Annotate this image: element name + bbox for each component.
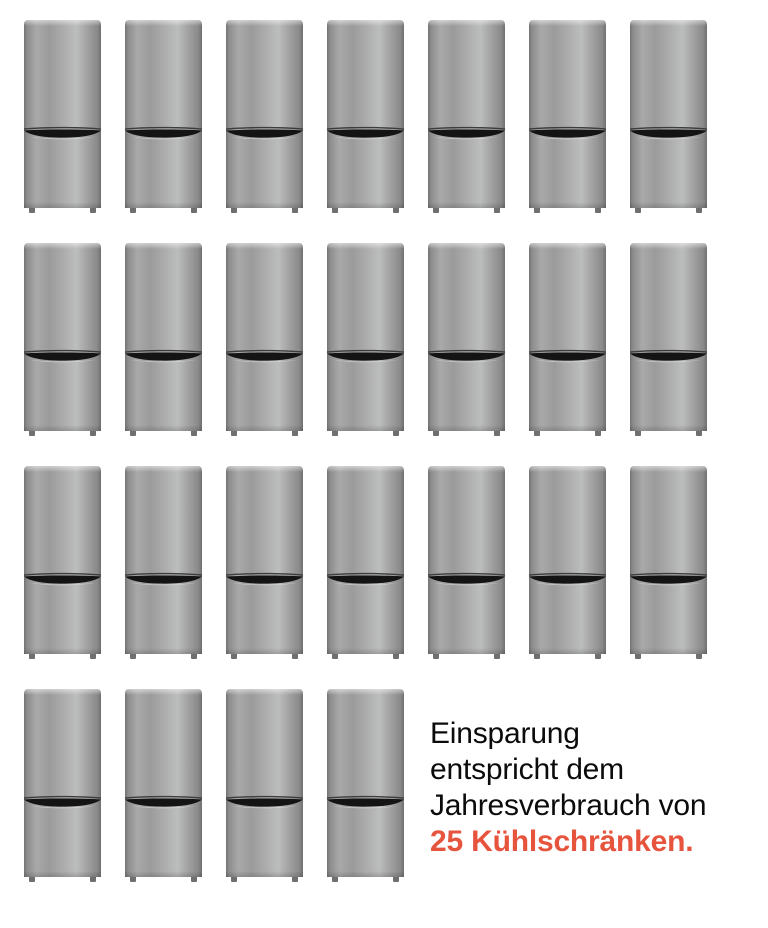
refrigerator-icon xyxy=(226,241,303,438)
refrigerator-icon xyxy=(630,241,707,438)
refrigerator-icon xyxy=(226,18,303,215)
fridge-row-2 xyxy=(24,241,707,438)
refrigerator-icon xyxy=(125,241,202,438)
refrigerator-icon xyxy=(125,464,202,661)
refrigerator-icon xyxy=(327,241,404,438)
refrigerator-icon xyxy=(529,18,606,215)
refrigerator-icon xyxy=(529,464,606,661)
refrigerator-icon xyxy=(24,241,101,438)
caption xyxy=(430,716,750,860)
refrigerator-icon xyxy=(428,464,505,661)
refrigerator-icon xyxy=(630,464,707,661)
refrigerator-icon xyxy=(226,464,303,661)
refrigerator-icon xyxy=(327,18,404,215)
refrigerator-icon xyxy=(125,687,202,884)
fridge-row-1 xyxy=(24,18,707,215)
fridge-row-3 xyxy=(24,464,707,661)
refrigerator-icon xyxy=(327,687,404,884)
refrigerator-icon xyxy=(529,241,606,438)
refrigerator-icon xyxy=(226,687,303,884)
refrigerator-icon xyxy=(125,18,202,215)
refrigerator-icon xyxy=(428,241,505,438)
caption-line-1: Einsparung xyxy=(430,717,580,750)
refrigerator-icon xyxy=(428,18,505,215)
refrigerator-icon xyxy=(327,464,404,661)
refrigerator-icon xyxy=(24,687,101,884)
caption-highlight: 25 Kühlschränken. xyxy=(430,825,694,858)
refrigerator-icon xyxy=(630,18,707,215)
caption-line-2: entspricht dem xyxy=(430,753,624,786)
refrigerator-icon xyxy=(24,18,101,215)
refrigerator-icon xyxy=(24,464,101,661)
caption-line-3: Jahresverbrauch von xyxy=(430,789,707,822)
